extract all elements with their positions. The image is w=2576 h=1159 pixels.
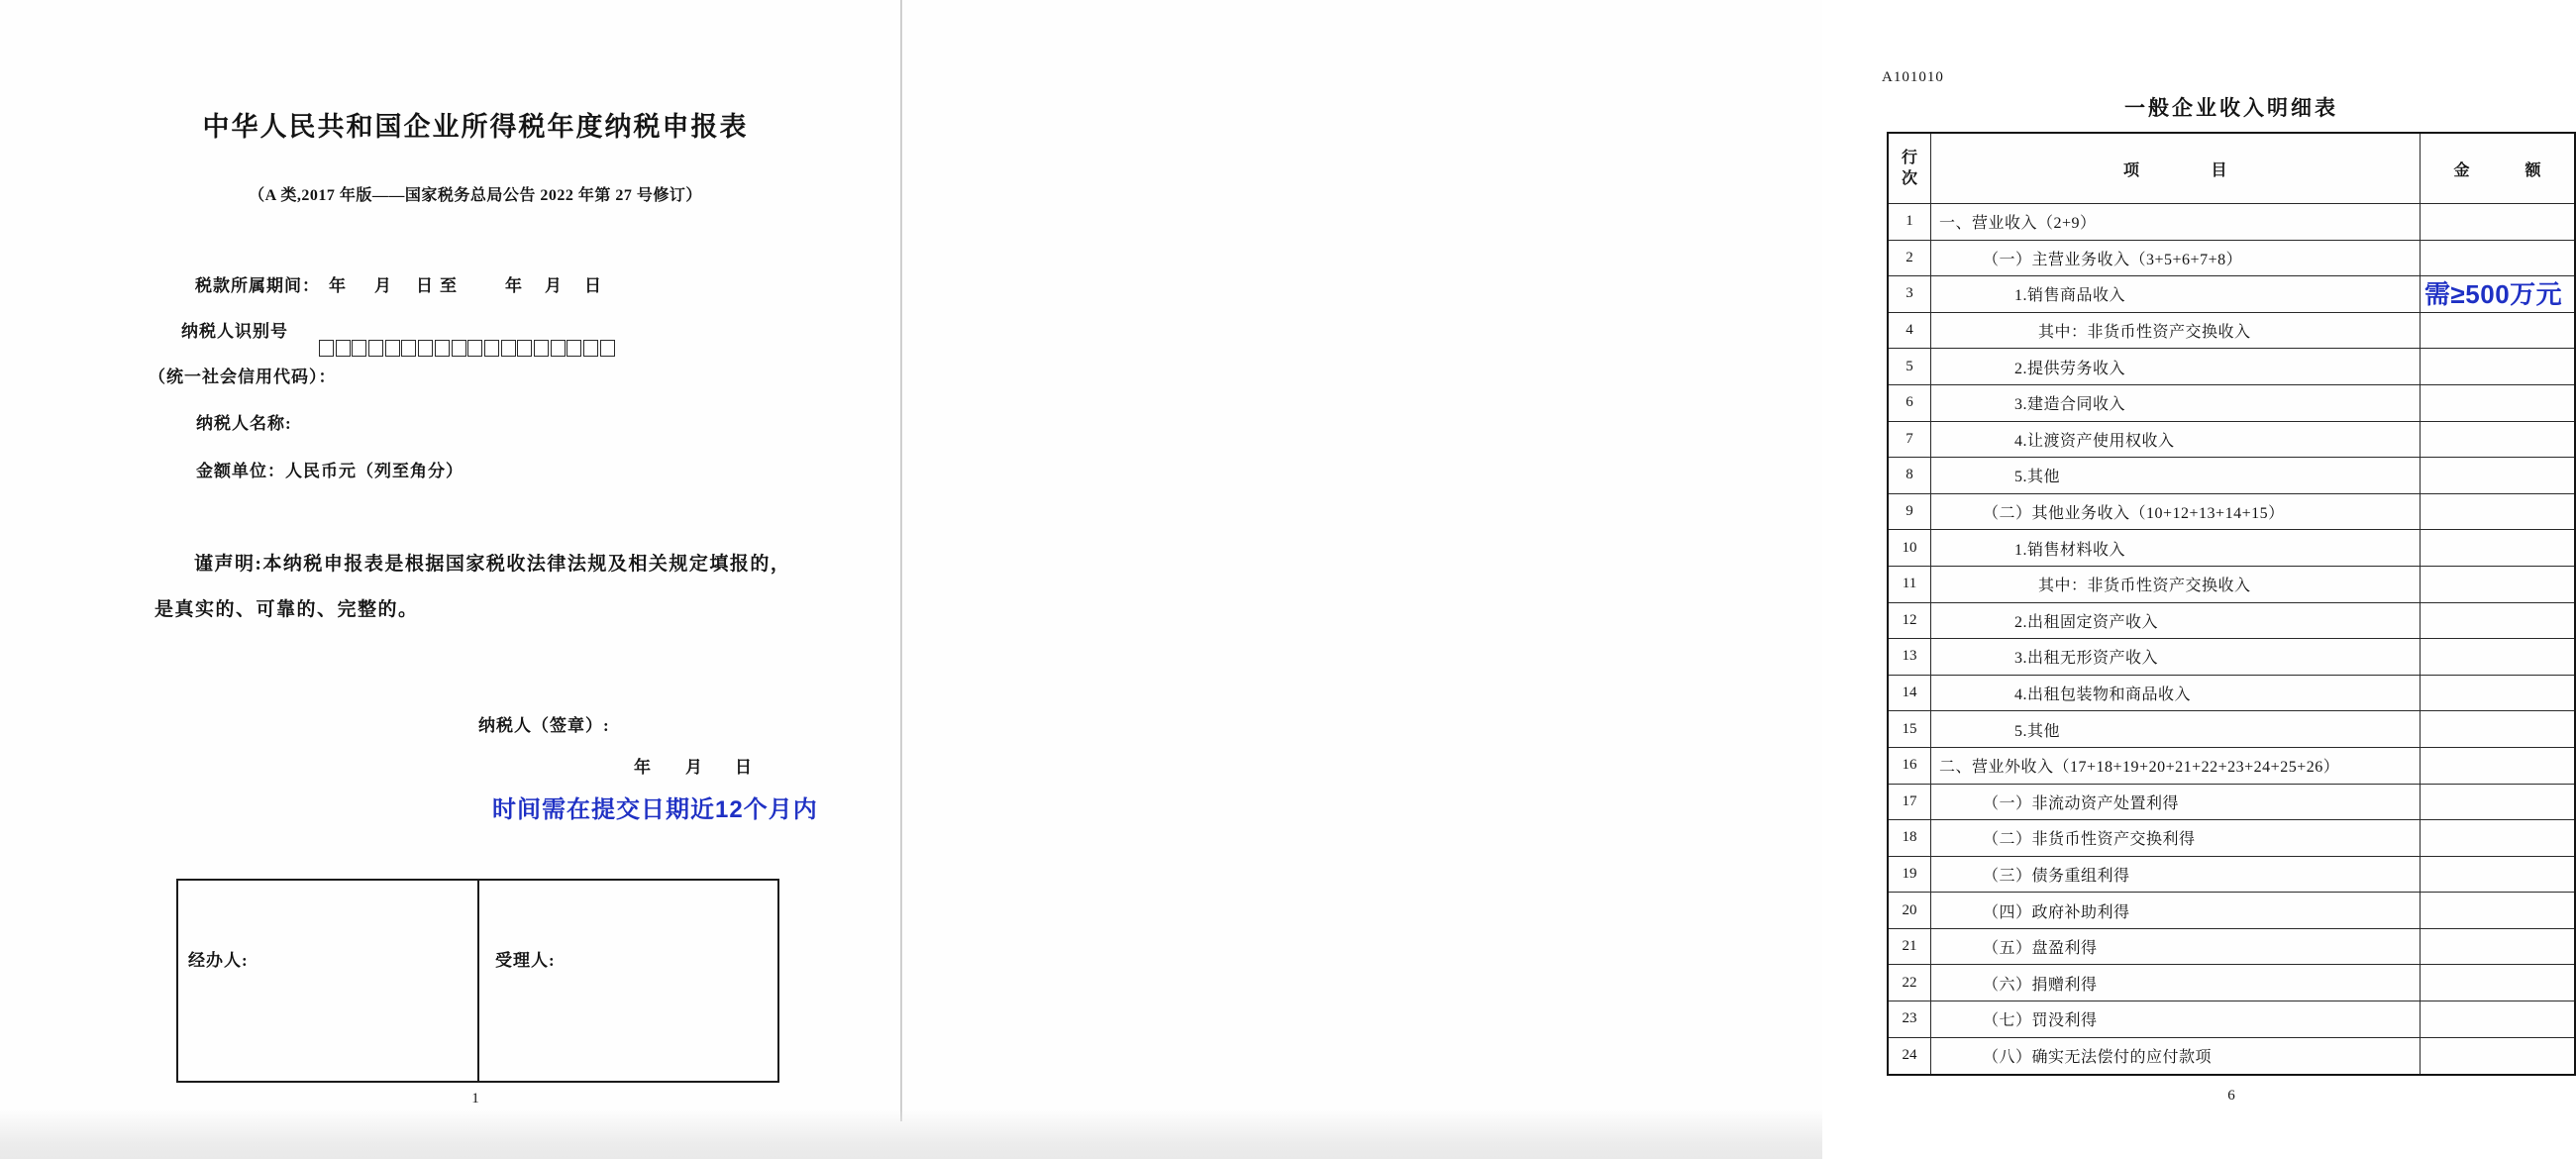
item-cell: （二）非货币性资产交换利得 [1931, 820, 2421, 856]
row-number-cell: 4 [1889, 313, 1931, 349]
table-row [1889, 893, 2574, 929]
amount-cell [2421, 676, 2574, 711]
income-table-title: 一般企业收入明细表 [2124, 96, 2338, 120]
amount-cell [2421, 349, 2574, 384]
header-amount-char-1: 金 [2453, 161, 2470, 179]
row-number-cell: 16 [1889, 748, 1931, 784]
taxpayer-id-checkbox [319, 340, 334, 357]
row-number-cell: 15 [1889, 711, 1931, 747]
taxpayer-id-checkbox [452, 340, 466, 357]
declaration-line-2: 是真实的、可靠的、完整的。 [155, 599, 419, 620]
row-number-cell: 3 [1889, 276, 1931, 312]
table-body [1889, 204, 2574, 1074]
amount-cell [2421, 893, 2574, 928]
item-cell: 4.出租包装物和商品收入 [1931, 676, 2421, 711]
table-row [1889, 676, 2574, 712]
table-row [1889, 1001, 2574, 1038]
item-cell: 2.出租固定资产收入 [1931, 603, 2421, 639]
row-number-cell: 19 [1889, 857, 1931, 893]
table-row [1889, 929, 2574, 966]
table-row [1889, 385, 2574, 422]
amount-cell [2421, 494, 2574, 530]
item-cell: （七）罚没利得 [1931, 1001, 2421, 1037]
item-cell: （六）捐赠利得 [1931, 965, 2421, 1001]
table-row [1889, 349, 2574, 385]
taxpayer-id-checkbox [401, 340, 416, 357]
taxpayer-id-checkbox [484, 340, 499, 357]
period-date-char: 年 [505, 276, 522, 295]
signature-date-char: 年 [634, 758, 651, 777]
amount-unit-label: 金额单位：人民币元（列至角分） [196, 462, 464, 480]
taxpayer-id-checkbox [418, 340, 433, 357]
header-row-char-1: 行 [1901, 150, 1917, 166]
row-number-cell: 23 [1889, 1001, 1931, 1037]
row-number-cell: 1 [1889, 204, 1931, 240]
row-number-cell: 14 [1889, 676, 1931, 711]
table-row [1889, 965, 2574, 1001]
item-cell: 1.销售材料收入 [1931, 530, 2421, 566]
table-row [1889, 422, 2574, 459]
viewer-background-shade [0, 1109, 1822, 1159]
taxpayer-id-checkbox [567, 340, 581, 357]
item-cell: （一）主营业务收入（3+5+6+7+8） [1931, 241, 2421, 276]
row-number-cell: 20 [1889, 893, 1931, 928]
taxpayer-id-checkbox [385, 340, 400, 357]
taxpayer-id-checkbox [534, 340, 549, 357]
header-amount-char-2: 额 [2524, 161, 2541, 179]
table-header-row [1889, 134, 2574, 204]
item-cell: （八）确实无法偿付的应付款项 [1931, 1038, 2421, 1075]
table-row [1889, 530, 2574, 567]
table-row [1889, 785, 2574, 821]
amount-cell [2421, 276, 2574, 312]
table-row [1889, 711, 2574, 748]
amount-cell [2421, 1038, 2574, 1075]
row-number-cell: 8 [1889, 458, 1931, 493]
signature-label: 纳税人（签章）: [478, 716, 610, 735]
row-number-cell: 12 [1889, 603, 1931, 639]
signature-date-char: 月 [685, 758, 702, 777]
taxpayer-id-checkbox [435, 340, 450, 357]
period-date-char: 月 [545, 276, 562, 295]
amount-cell [2421, 422, 2574, 458]
amount-cell [2421, 530, 2574, 566]
table-row [1889, 313, 2574, 350]
row-number-cell: 21 [1889, 929, 1931, 965]
credit-code-label: （统一社会信用代码）： [149, 368, 337, 386]
item-cell: 其中：非货币性资产交换收入 [1931, 567, 2421, 602]
form-code: A101010 [1882, 69, 1944, 85]
period-date-char: 日 [584, 276, 601, 295]
agent-cell [178, 881, 479, 1081]
item-cell: （一）非流动资产处置利得 [1931, 785, 2421, 820]
taxpayer-id-boxes [319, 340, 616, 358]
period-date-char: 月 [374, 276, 391, 295]
taxpayer-id-checkbox [368, 340, 383, 357]
acceptor-label: 受理人: [495, 951, 556, 970]
amount-cell [2421, 711, 2574, 747]
form-subtitle: （A 类,2017 年版——国家税务总局公告 2022 年第 27 号修订） [249, 187, 702, 204]
right-page [902, 0, 2563, 1159]
item-cell: 3.建造合同收入 [1931, 385, 2421, 421]
header-amount-col [2421, 134, 2574, 203]
table-row [1889, 820, 2574, 857]
handler-table [176, 879, 779, 1083]
header-item-col [1931, 134, 2421, 203]
amount-cell [2421, 567, 2574, 602]
row-number-cell: 5 [1889, 349, 1931, 384]
table-row [1889, 458, 2574, 494]
form-title: 中华人民共和国企业所得税年度纳税申报表 [202, 112, 749, 142]
taxpayer-name-label: 纳税人名称: [196, 414, 292, 433]
item-cell: 4.让渡资产使用权收入 [1931, 422, 2421, 458]
right-page-number: 6 [2227, 1088, 2235, 1104]
table-row [1889, 603, 2574, 640]
row-number-cell: 10 [1889, 530, 1931, 566]
table-row [1889, 857, 2574, 894]
row-number-cell: 24 [1889, 1038, 1931, 1075]
amount-cell [2421, 785, 2574, 820]
header-row-char-2: 次 [1901, 170, 1917, 187]
left-page-number: 1 [471, 1091, 479, 1106]
item-cell: （三）债务重组利得 [1931, 857, 2421, 893]
item-cell: （二）其他业务收入（10+12+13+14+15） [1931, 494, 2421, 530]
row-number-cell: 7 [1889, 422, 1931, 458]
agent-label: 经办人: [188, 951, 249, 970]
taxpayer-id-checkbox [336, 340, 351, 357]
item-cell: 其中：非货币性资产交换收入 [1931, 313, 2421, 349]
item-cell: 1.销售商品收入 [1931, 276, 2421, 312]
item-cell: 5.其他 [1931, 711, 2421, 747]
table-row [1889, 241, 2574, 277]
row-number-cell: 11 [1889, 567, 1931, 602]
table-row [1889, 276, 2574, 313]
amount-cell [2421, 1001, 2574, 1037]
declaration-line-1: 谨声明:本纳税申报表是根据国家税收法律法规及相关规定填报的， [194, 554, 791, 575]
amount-cell [2421, 603, 2574, 639]
item-cell: （四）政府补助利得 [1931, 893, 2421, 928]
amount-cell [2421, 385, 2574, 421]
row-number-cell: 2 [1889, 241, 1931, 276]
taxpayer-id-checkbox [467, 340, 482, 357]
item-cell: 二、营业外收入（17+18+19+20+21+22+23+24+25+26） [1931, 748, 2421, 784]
annotation-submission-window: 时间需在提交日期近12个月内 [492, 796, 818, 823]
left-page [0, 0, 900, 1159]
amount-cell [2421, 241, 2574, 276]
amount-cell [2421, 929, 2574, 965]
amount-cell [2421, 639, 2574, 675]
taxpayer-id-checkbox [352, 340, 366, 357]
taxpayer-id-checkbox [501, 340, 516, 357]
amount-cell [2421, 313, 2574, 349]
signature-date-char: 日 [735, 758, 752, 777]
tax-period-label: 税款所属期间： [195, 276, 320, 295]
header-item-char-1: 项 [2122, 161, 2140, 179]
amount-cell [2421, 748, 2574, 784]
acceptor-cell [479, 881, 777, 1081]
period-date-char: 至 [440, 276, 457, 295]
period-date-char: 年 [329, 276, 346, 295]
annotation-minimum-amount: 需≥500万元 [2424, 278, 2563, 309]
income-detail-table [1887, 132, 2576, 1076]
row-number-cell: 18 [1889, 820, 1931, 856]
amount-cell [2421, 857, 2574, 893]
amount-cell [2421, 820, 2574, 856]
table-row [1889, 639, 2574, 676]
table-row [1889, 1038, 2574, 1075]
taxpayer-id-checkbox [583, 340, 598, 357]
taxpayer-id-checkbox [600, 340, 615, 357]
item-cell: 5.其他 [1931, 458, 2421, 493]
header-row-col [1889, 134, 1931, 203]
item-cell: 2.提供劳务收入 [1931, 349, 2421, 384]
page-divider [900, 0, 902, 1121]
taxpayer-id-label: 纳税人识别号 [181, 322, 288, 341]
header-item-char-2: 目 [2211, 161, 2228, 179]
item-cell: 3.出租无形资产收入 [1931, 639, 2421, 675]
table-row [1889, 567, 2574, 603]
table-row [1889, 204, 2574, 241]
amount-cell [2421, 458, 2574, 493]
taxpayer-id-checkbox [517, 340, 532, 357]
taxpayer-id-checkbox [551, 340, 566, 357]
item-cell: （五）盘盈利得 [1931, 929, 2421, 965]
amount-cell [2421, 965, 2574, 1001]
row-number-cell: 9 [1889, 494, 1931, 530]
period-date-char: 日 [416, 276, 433, 295]
row-number-cell: 6 [1889, 385, 1931, 421]
row-number-cell: 22 [1889, 965, 1931, 1001]
amount-cell [2421, 204, 2574, 240]
item-cell: 一、营业收入（2+9） [1931, 204, 2421, 240]
row-number-cell: 17 [1889, 785, 1931, 820]
table-row [1889, 748, 2574, 785]
row-number-cell: 13 [1889, 639, 1931, 675]
table-row [1889, 494, 2574, 531]
